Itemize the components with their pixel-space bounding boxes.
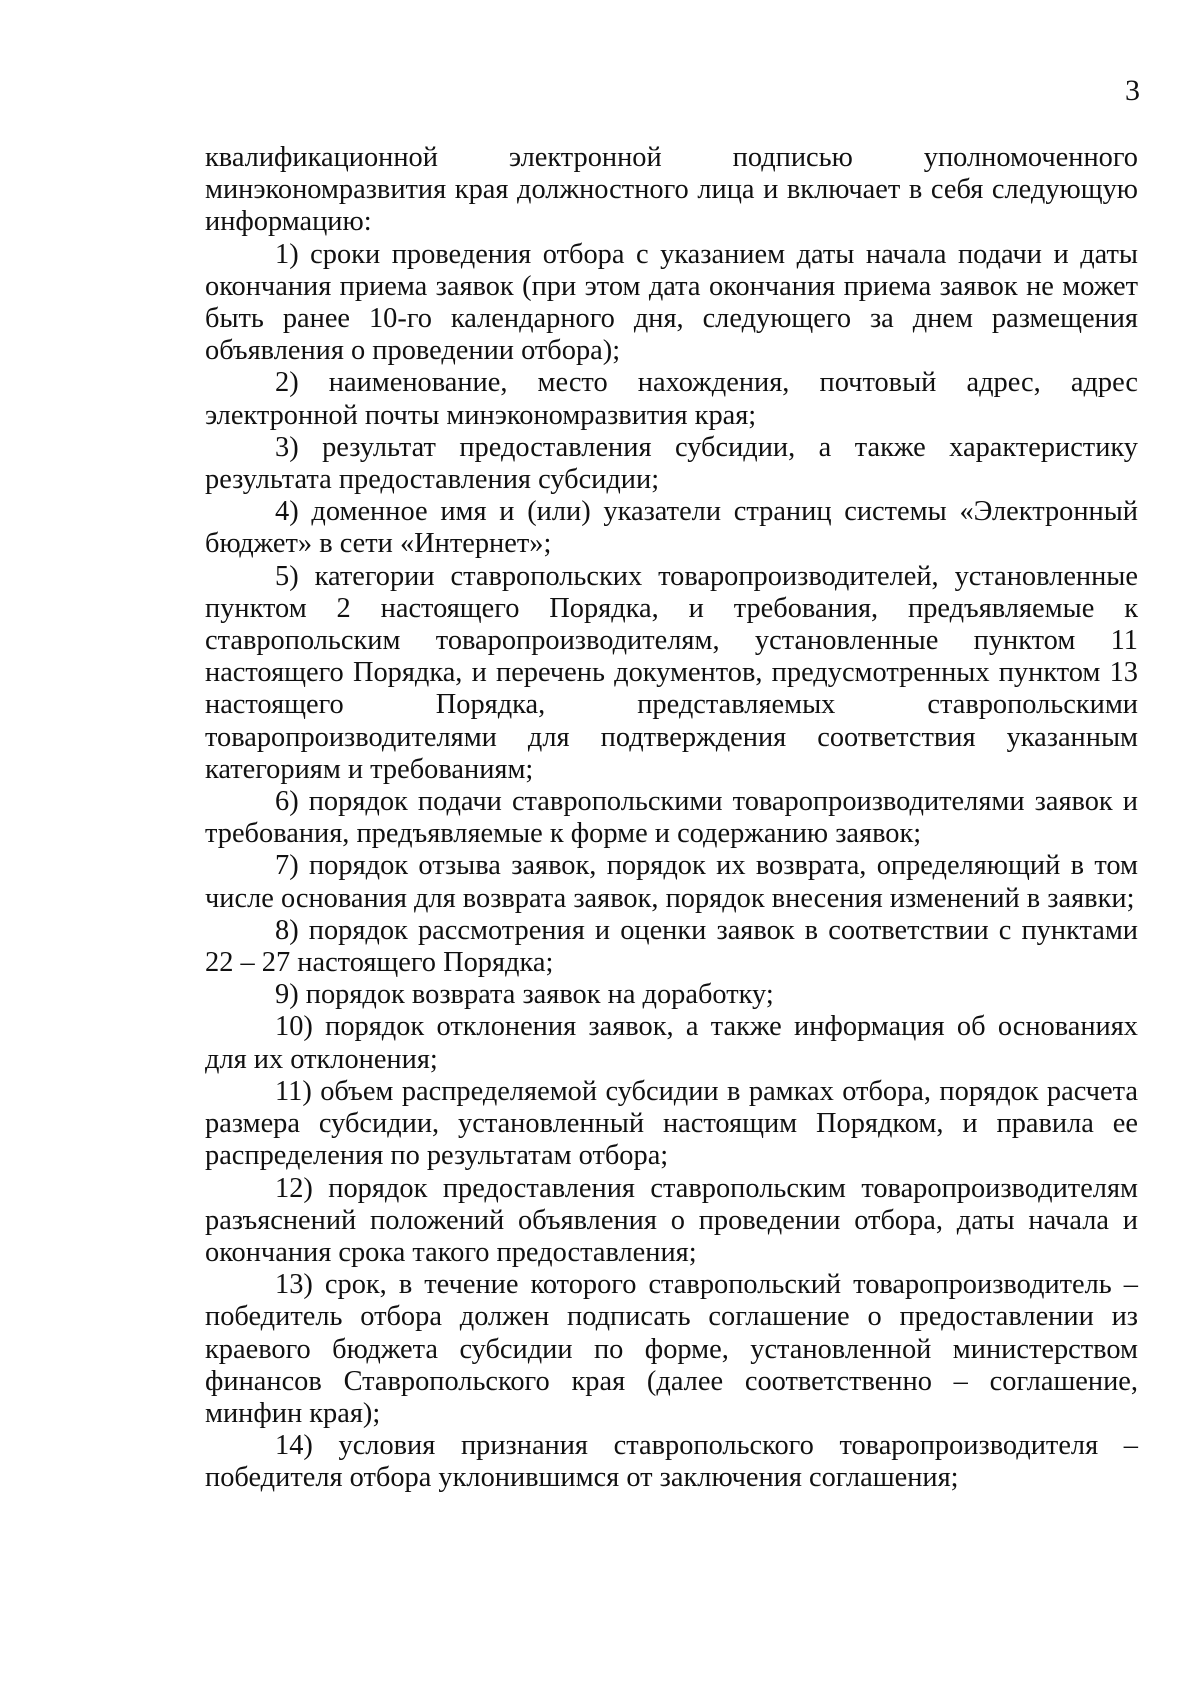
- list-item-12: 12) порядок предоставления ставропольским товаропроизводителям разъяснений положений объявления о проведении отбора, даты начала и окончания срока такого предоставления;: [205, 1172, 1138, 1268]
- list-item-4: 4) доменное имя и (или) указатели страниц системы «Электронный бюджет» в сети «Интернет»;: [205, 496, 1138, 560]
- list-item-5: 5) категории ставропольских товаропроизводителей, установленные пунктом 2 настоящего Порядка, и требования, предъявляемые к ставропольским товаропроизводителям, установленные пунктом 11 настоящего Порядка, и перечень документов, предусмотренных пунктом 13 настоящего Порядка, представляемых ставропольскими товаропроизводителями для подтверждения соответствия указанным категориям и требованиям;: [205, 560, 1138, 785]
- list-item-3: 3) результат предоставления субсидии, а также характеристику результата предоставления субсидии;: [205, 431, 1138, 496]
- list-item-2: 2) наименование, место нахождения, почтовый адрес, адрес электронной почты минэкономразвития края;: [205, 367, 1138, 431]
- list-item-11: 11) объем распределяемой субсидии в рамках отбора, порядок расчета размера субсидии, установленный настоящим Порядком, и правила ее распределения по результатам отбора;: [205, 1075, 1138, 1172]
- page-number: 3: [1125, 74, 1140, 107]
- intro-paragraph: квалификационной электронной подписью уполномоченного минэкономразвития края должностного лица и включает в себя следующую информацию:: [205, 142, 1138, 238]
- list-item-7: 7) порядок отзыва заявок, порядок их возврата, определяющий в том числе основания для возврата заявок, порядок внесения изменений в заявки;: [205, 850, 1138, 914]
- list-item-1: 1) сроки проведения отбора с указанием даты начала подачи и даты окончания приема заявок (при этом дата окончания приема заявок не может быть ранее 10-го календарного дня, следующего за днем размещения объявления о проведении отбора);: [205, 238, 1138, 367]
- list-item-10: 10) порядок отклонения заявок, а также информация об основаниях для их отклонения;: [205, 1011, 1138, 1075]
- list-item-13: 13) срок, в течение которого ставропольский товаропроизводитель – победитель отбора должен подписать соглашение о предоставлении из краевого бюджета субсидии по форме, установленной министерством финансов Ставропольского края (далее соответственно – соглашение, минфин края);: [205, 1269, 1138, 1429]
- document-body: [205, 142, 1138, 1495]
- list-item-6: 6) порядок подачи ставропольскими товаропроизводителями заявок и требования, предъявляемые к форме и содержанию заявок;: [205, 786, 1138, 850]
- list-item-14: 14) условия признания ставропольского товаропроизводителя – победителя отбора уклонившимся от заключения соглашения;: [205, 1430, 1138, 1494]
- list-item-8: 8) порядок рассмотрения и оценки заявок в соответствии с пунктами 22 – 27 настоящего Порядка;: [205, 914, 1138, 979]
- list-item-9: 9) порядок возврата заявок на доработку;: [275, 979, 774, 1011]
